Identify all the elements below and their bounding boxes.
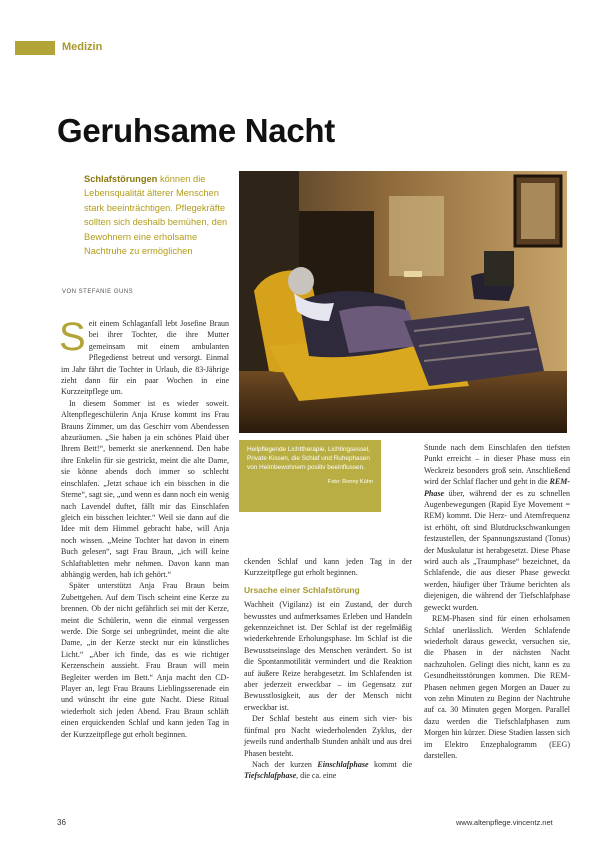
body-paragraph: Später unterstützt Anja Frau Braun beim Zubettgehen. Auf dem Tisch scheint eine Kerze zu brennen. Ob der nicht gefährlich sei mit der Kerze, meint die Schülerin, wenn die einmal vergessen werde. Die Sorge sei unbegründet, meint die alte Dame, „in der Kerze steckt nur ein künstliches Licht.“ „Aber ich finde, das es wie richtiger Kerzenschein aussieht. Frau Braun will mein Begleiter werden im Bett.“ Anja macht den CD-Player an, legt Frau Brauns Lieblingsserenade ein und wünscht ihr eine gute Nacht. Diese Ritual wiederholt sich jeden Abend. Frau Braun schläft einen erquickenden Schlaf und kann jeden Tag in der Kurzzeitpflege gut erholt beginnen. bbox=[61, 581, 229, 739]
photo-caption bbox=[239, 440, 381, 512]
body-paragraph: REM-Phasen sind für einen erholsamen Schlaf unerlässlich. Werden Schlafende wiederholt daraus geweckt, versuchen sie, die Phasen in der nächsten Nacht nachzuholen. Gelingt dies nicht, kann es zu Gesundheitsstörungen kommen. Die REM-Phasen nehmen gegen Morgen an Dauer zu von zehn Minuten zu Beginn der Nachtruhe auf ca. 30 Minuten gegen Morgen. Parallel dazu werden die Tiefschlafphasen zum Morgen hin kürzer. Diese Stadien lassen sich im Elektro Enzephalogramm (EEG) darstellen. bbox=[424, 614, 570, 760]
caption-text: Heilpflegende Lichttherapie, Lichtingsessel, Private Kissen, die Schlaf und Ruhephasen von Heimbewohnern positiv beeinflussen. bbox=[247, 446, 370, 471]
drop-cap: S bbox=[59, 315, 86, 359]
body-paragraph: Wachheit (Vigilanz) ist ein Zustand, der durch bewusstes und aufmerksames Erleben und Handeln gekennzeichnet ist. Der Schlaf ist der regelmäßig wiederkehrende Erholungsphase. Im Schlaf ist die Bewusstseinslage des Menschen verändert. So ist die Spontanmotilität vermindert und die Reaktion auf äußere Reize herabgesetzt. Im Schlafenden ist aber jederzeit erweckbar – im Gegensatz zur Bewusstlosigkeit, aus der der Mensch nicht erweckbar ist. bbox=[244, 600, 412, 712]
body-column-3 bbox=[424, 442, 570, 761]
article-photo bbox=[239, 171, 567, 433]
body-paragraph: ckenden Schlaf und kann jeden Tag in der Kurzzeitpflege gut erholt beginnen. bbox=[244, 557, 412, 578]
body-paragraph: Nach der kurzen Einschlafphase kommt die Tiefschlafphase, die ca. eine bbox=[244, 759, 412, 781]
page-number: 36 bbox=[57, 818, 66, 827]
photo-credit: Foto: Ronny Kühn bbox=[327, 479, 373, 485]
body-paragraph: Der Schlaf besteht aus einem sich vier- bis fünfmal pro Nacht wiederholenden Zyklus, der jeweils rund anderthalb Stunden anhält und aus drei Phasen besteht. bbox=[244, 714, 412, 758]
body-paragraph: In diesem Sommer ist es wieder soweit. Altenpflegeschülerin Anja Kruse kommt ins Frau Brauns Zimmer, um das Geschirr vom Abendessen abzuräumen. „Sie haben ja ein schönes Plaid über Ihrem Bett!“, bemerkt sie anerkennend. Den habe ihre Enkelin für sie gestrickt, meint die alte Dame, sie könne abends doch immer so schlecht einschlafen. „Jetzt schaue ich ein bisschen in die Sterne“, sagt sie, „und wenn es dann noch ein wenig nach Lavendel duftet, fällt mir das Einschlafen gleich ein bisschen leichter.“ Weil sie dann auf die Idee mit dem Himmel gebracht habe, will Anja noch wissen. „Meine Tochter hat davon in einem Buch gelesen“, sagt Frau Braun, „ich will keine Schlaftabletten mehr nehmen. Davon kann man abhängig werden, hab ich gehört.“ bbox=[61, 398, 229, 579]
rubric-bar bbox=[15, 41, 55, 55]
body-paragraph: eit einem Schlaganfall lebt Josefine Braun bei ihrer Tochter, die ihre Mutter gemeinsam mit einem ambulanten Pflegedienst betreut und versorgt. Einmal im Jahr fährt die Tochter in Urlaub, die 83-Jährige zieht dann für ein paar Wochen in eine Kurzzeitpflege um. bbox=[61, 319, 229, 397]
byline: VON STEFANIE GUNS bbox=[62, 289, 134, 295]
article-headline: Geruhsame Nacht bbox=[57, 112, 335, 149]
lead-text: können die Lebensqualität älterer Menschen stark beeinträchtigen. Pflegekräfte sollten sich deshalb bemühen, den Bewohnern eine erholsame Nachtruhe zu ermöglichen bbox=[84, 174, 228, 257]
rubric-label: Medizin bbox=[62, 41, 103, 53]
footer-url: www.altenpflege.vincentz.net bbox=[456, 818, 553, 827]
photo-illustration bbox=[239, 171, 567, 433]
body-paragraph: Stunde nach dem Einschlafen den tiefsten Punkt erreicht – in dieser Phase muss ein Weckreiz besonders groß sein. Anschließend wird der Schlaf flacher und geht in die REM-Phase über, während der es zu schnellen Augenbewegungen (Rapid Eye Movement = REM) kommt. Die Herz- und Atemfrequenz ist erhöht, oft sind Blutdruckschwankungen festzustellen, der Spannungszustand (Tonus) der Muskulatur ist herabgesetzt. Diese Phase wird auch als „Traumphase“ bezeichnet, da Schlafende, die aus dieser Phase geweckt werden, häufiger über Träume berichten als diejenigen, die während der Tiefschlafphase geweckt wurden. bbox=[424, 443, 570, 612]
article-lead bbox=[84, 172, 234, 258]
body-column-1 bbox=[59, 315, 229, 740]
lead-keyword: Schlafstörungen bbox=[84, 174, 158, 184]
section-subhead: Ursache einer Schlafstörung bbox=[244, 584, 360, 595]
body-column-2 bbox=[244, 556, 412, 782]
